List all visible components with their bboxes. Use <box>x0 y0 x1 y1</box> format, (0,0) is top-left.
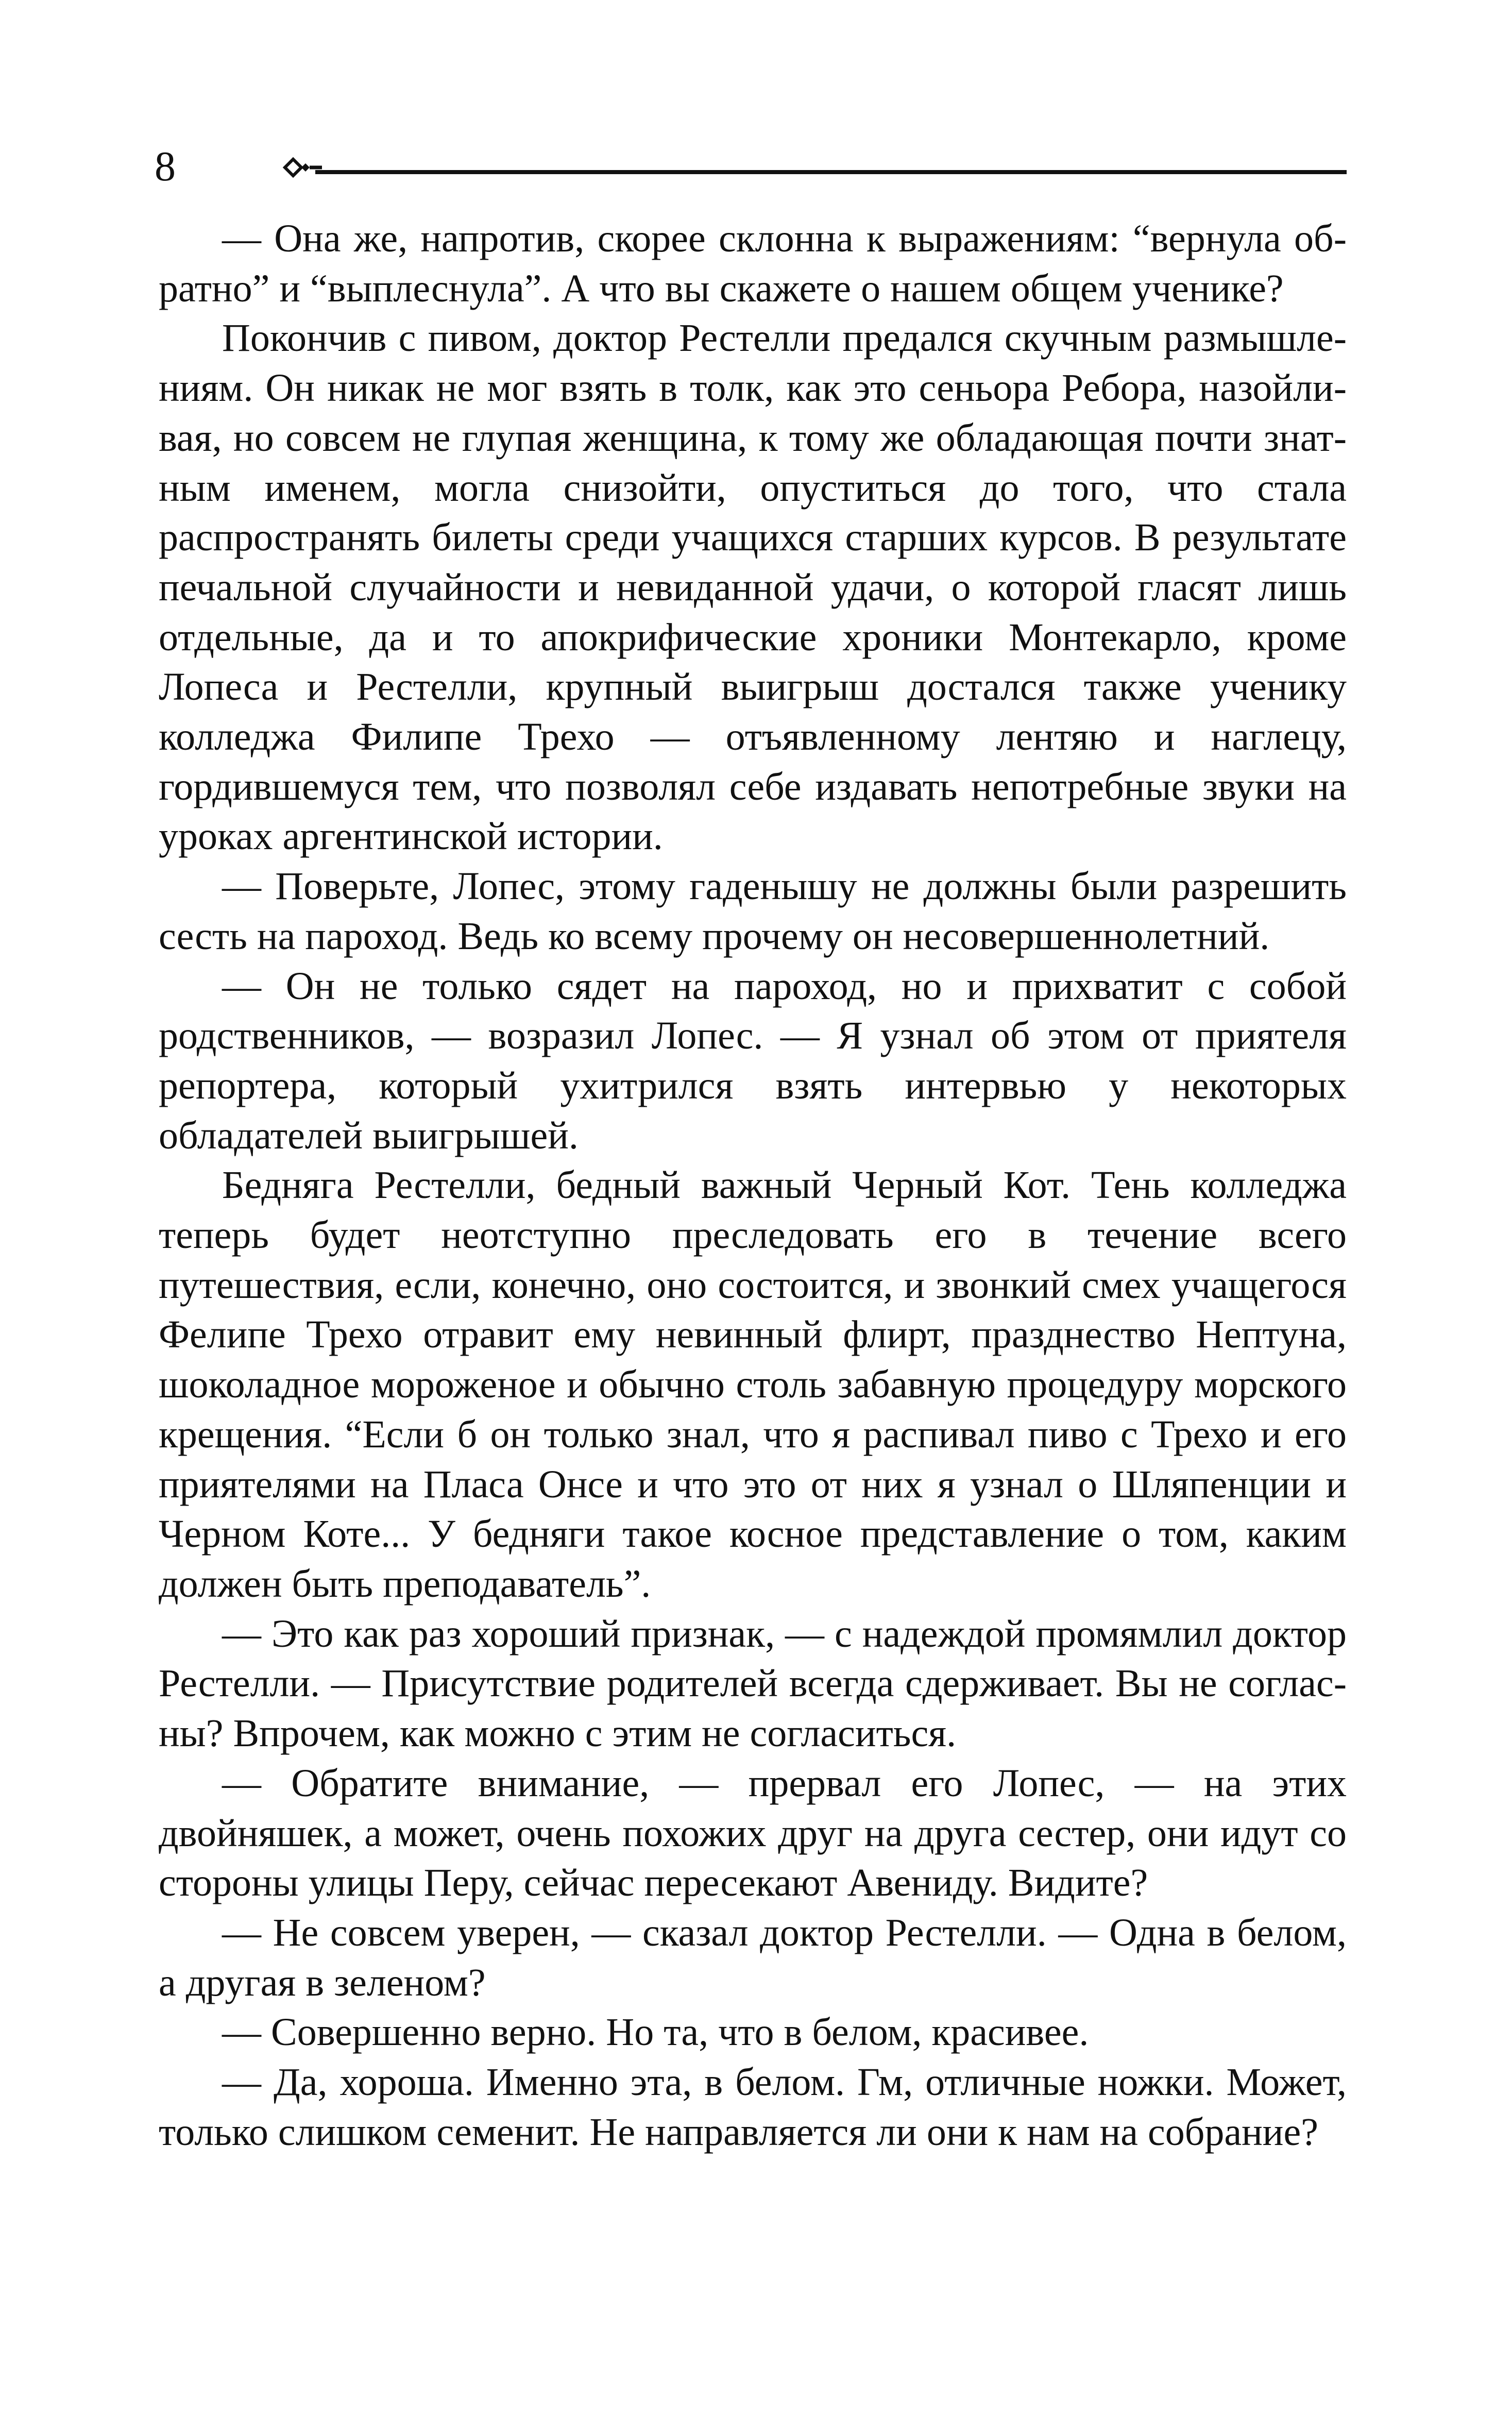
body-text <box>159 214 1347 2157</box>
paragraph: — Она же, напротив, скорее склонна к выражениям: “вернула обратно” и “выплеснула”. А что вы скажете о нашем общем ученике? <box>159 217 1347 310</box>
paragraph: Покончив с пивом, доктор Рестелли предался скучным размышлениям. Он никак не мог взять в толк, как это сеньора Ребора, назойливая, но совсем не глупая женщина, к тому же обладающая почти знатным именем, могла снизойти, опуститься до того, что стала распространять билеты среди учащихся старших курсов. В результате печальной случайности и невиданной удачи, о которой гласят лишь отдельные, да и то апокрифические хроники Монтекарло, кроме Лопеса и Рестелли, крупный выигрыш достался также ученику колледжа Филипе Трехо — отъявленному лентяю и наглецу, гордившемуся тем, что позволял себе издавать непотребные звуки на уроках аргентинской истории. <box>159 316 1347 858</box>
paragraph: — Обратите внимание, — прервал его Лопес, — на этих двойняшек, а может, очень похожих друг на друга сестер, они идут со стороны улицы Перу, сейчас пересекают Авениду. Видите? <box>159 1761 1347 1905</box>
paragraph: — Это как раз хороший признак, — с надеждой промямлил доктор Рестелли. — Присутствие родителей всегда сдерживает. Вы не согласны? Впрочем, как можно с этим не согласиться. <box>159 1612 1347 1755</box>
paragraph: — Совершенно верно. Но та, что в белом, красивее. <box>222 2011 1089 2054</box>
diamond-ornament-icon <box>281 155 322 180</box>
paragraph: — Он не только сядет на пароход, но и прихватит с собой родственников, — возразил Лопес. — Я узнал об этом от приятеля репортера, который ухитрился взять интервью у некоторых обладателей выигрышей. <box>159 964 1347 1157</box>
paragraph: — Не совсем уверен, — сказал доктор Рестелли. — Одна в белом, а другая в зеленом? <box>159 1911 1347 2004</box>
paragraph: — Да, хороша. Именно эта, в белом. Гм, отличные ножки. Может, только слишком семенит. Не направляется ли они к нам на собрание? <box>159 2061 1347 2154</box>
page-number: 8 <box>155 143 176 190</box>
paragraph: Бедняга Рестелли, бедный важный Черный Кот. Тень колледжа теперь будет неотступно преследовать его в течение всего путешествия, если, конечно, оно состоится, и звонкий смех учащегося Фелипе Трехо отравит ему невинный флирт, празднество Нептуна, шоколадное мороженое и обычно столь забавную процедуру морского крещения. “Если б он только знал, что я распивал пиво с Трехо и его приятелями на Пласа Онсе и что это от них я узнал о Шляпенции и Черном Коте... У бедняги такое косное представление о том, каким должен быть преподаватель”. <box>159 1163 1347 1606</box>
page-header <box>0 0 1512 216</box>
header-rule <box>315 170 1347 174</box>
paragraph: — Поверьте, Лопес, этому гаденышу не должны были разрешить сесть на пароход. Ведь ко всему прочему он несовершеннолетний. <box>159 865 1347 958</box>
